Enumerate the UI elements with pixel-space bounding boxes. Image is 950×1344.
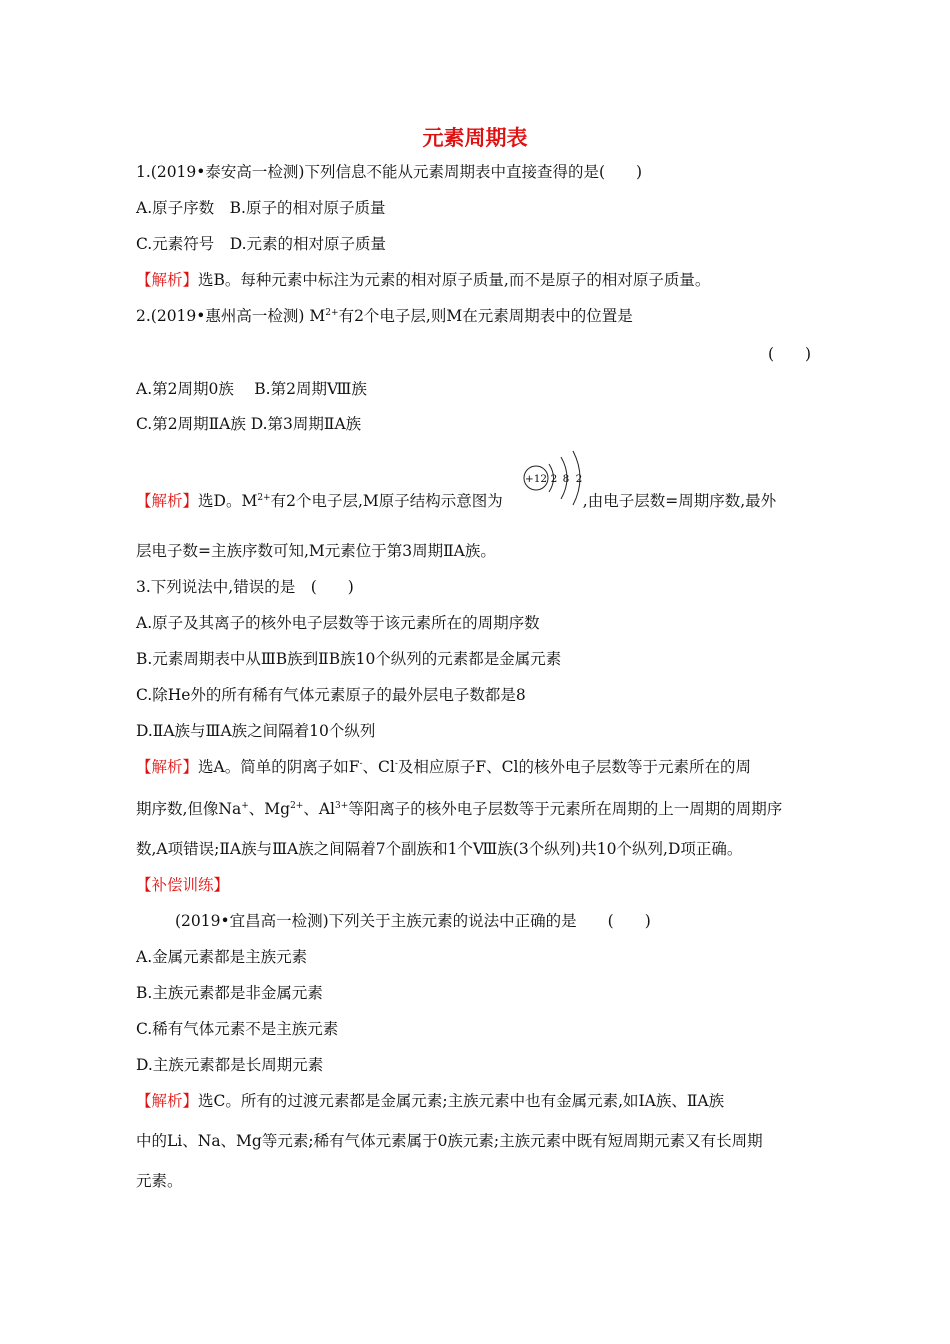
q2-analysis-pre: 选D。M [198,492,258,510]
page-title: 元素周期表 [422,126,528,150]
q2-analysis-mid: 有2个电子层,M原子结构示意图为 [270,492,503,510]
q2-analysis-line1 [136,490,776,512]
analysis-text: 选B。每种元素中标注为元素的相对原子质量,而不是原子的相对原子质量。 [198,271,711,289]
analysis-label: 【解析】 [136,1092,199,1110]
q3-analysis-l2-d: 等阳离子的核外电子层数等于元素所在周期的上一周期的周期序 [348,800,783,818]
q3-analysis-l1-c: 及相应原子F、Cl的核外电子层数等于元素所在的周 [397,758,751,776]
q3-analysis-l1-sup1: - [359,759,363,769]
extra-analysis-line3: 元素。 [136,1172,183,1190]
q1-options-ab: A.原子序数 B.原子的相对原子质量 [136,199,386,217]
q1-analysis [136,269,710,291]
q3-analysis-l2-sup2: 2+ [290,801,304,811]
analysis-label: 【解析】 [136,271,199,289]
extra-option-c: C.稀有气体元素不是主族元素 [136,1020,339,1038]
q3-analysis-l2-b: 、Mg [248,800,291,818]
extra-section-label: 【补偿训练】 [136,876,230,894]
q3-analysis-l2-c: 、Al [303,800,336,818]
q1-options-cd: C.元素符号 D.元素的相对原子质量 [136,235,387,253]
atomic-structure-diagram [520,449,590,509]
q3-analysis-line3: 数,A项错误;ⅡA族与ⅢA族之间隔着7个副族和1个Ⅷ族(3个纵列)共10个纵列,D项正确。 [136,840,743,858]
extra-analysis-l1: 选C。所有的过渡元素都是金属元素;主族元素中也有金属元素,如ⅠA族、ⅡA族 [198,1092,725,1110]
q2-analysis-line2: 层电子数=主族序数可知,M元素位于第3周期ⅡA族。 [136,542,496,560]
q3-stem: 3.下列说法中,错误的是 ( ) [136,578,354,596]
q2-answer-paren: ( ) [768,345,812,363]
q2-stem-sup: 2+ [325,308,339,318]
q3-option-c: C.除He外的所有稀有气体元素原子的最外层电子数都是8 [136,686,526,704]
extra-analysis-line2: 中的Li、Na、Mg等元素;稀有气体元素属于0族元素;主族元素中既有短周期元素又有长周期 [136,1132,763,1150]
q3-analysis-l1-a: 选A。简单的阴离子如F [198,758,360,776]
q3-option-d: D.ⅡA族与ⅢA族之间隔着10个纵列 [136,722,376,740]
extra-option-a: A.金属元素都是主族元素 [136,948,308,966]
q2-options-cd: C.第2周期ⅡA族 D.第3周期ⅡA族 [136,415,362,433]
q3-option-b: B.元素周期表中从ⅢB族到ⅡB族10个纵列的元素都是金属元素 [136,650,562,668]
q2-analysis-sup: 2+ [257,493,271,503]
shell-electrons-3: 2 [575,473,583,485]
extra-option-b: B.主族元素都是非金属元素 [136,984,323,1002]
q3-analysis-l2-a: 期序数,但像Na [136,800,242,818]
q3-analysis-l1-b: 、Cl [362,758,395,776]
analysis-label: 【解析】 [136,758,199,776]
q2-stem [136,305,633,327]
shell-electrons-1: 2 [550,473,558,485]
analysis-label: 【解析】 [136,492,199,510]
q1-stem: 1.(2019•泰安高一检测)下列信息不能从元素周期表中直接查得的是( ) [136,163,643,181]
q2-stem-pre: 2.(2019•惠州高一检测) M [136,307,326,325]
shell-electrons-2: 8 [562,473,570,485]
extra-analysis-line1 [136,1090,724,1112]
q3-analysis-line1 [136,756,751,778]
q2-options-ab: A.第2周期0族 B.第2周期Ⅷ族 [136,380,367,398]
q3-analysis-l2-sup3: 3+ [335,801,349,811]
extra-option-d: D.主族元素都是长周期元素 [136,1056,324,1074]
nucleus-charge: +12 [524,473,548,485]
q3-option-a: A.原子及其离子的核外电子层数等于该元素所在的周期序数 [136,614,540,632]
q2-stem-post: 有2个电子层,则M在元素周期表中的位置是 [338,307,633,325]
q3-analysis-l1-sup2: - [394,759,398,769]
extra-stem: (2019•宜昌高一检测)下列关于主族元素的说法中正确的是 ( ) [175,912,651,930]
q3-analysis-line2 [136,798,782,820]
q3-analysis-l2-sup1: + [241,801,249,811]
q2-analysis-post: ,由电子层数=周期序数,最外 [582,492,777,510]
